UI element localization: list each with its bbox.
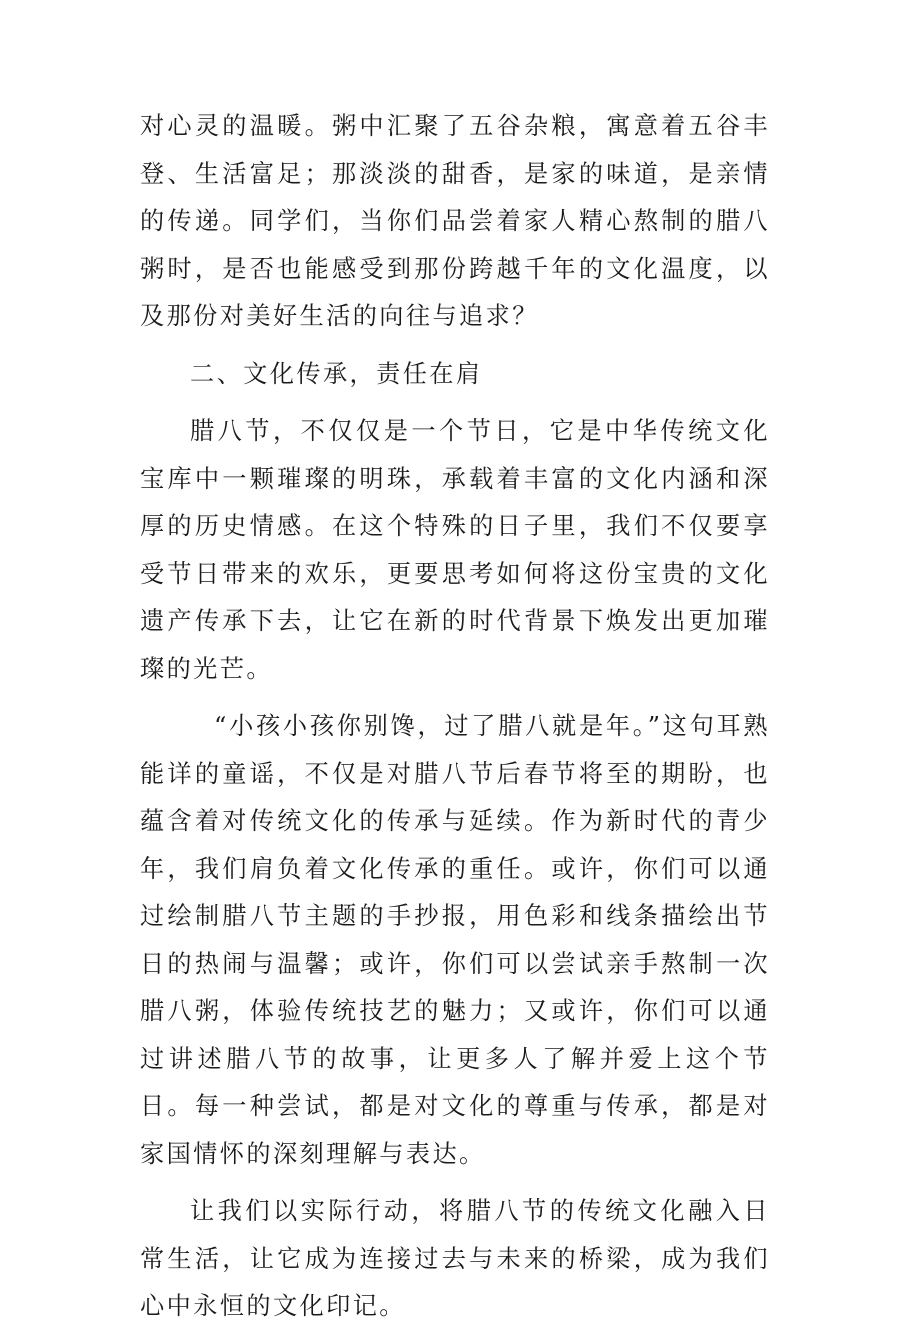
paragraph-nursery-rhyme: “小孩小孩你别馋，过了腊八就是年。”这句耳熟能详的童谣，不仅是对腊八节后春节将至的期盼，也蕴含着对传统文化的传承与延续。作为新时代的青少年，我们肩负着文化传承的重任。或许，你们可以通过绘制腊八节主题的手抄报，用色彩和线条描绘出节日的热闹与温馨；或许，你们可以尝试亲手熬制一次腊八粥，体验传统技艺的魅力；又或许，你们可以通过讲述腊八节的故事，让更多人了解并爱上这个节日。每一种尝试，都是对文化的尊重与传承，都是对家国情怀的深刻理解与表达。 [140,712,770,1168]
document-body [140,103,770,1331]
paragraph-conclusion: 让我们以实际行动，将腊八节的传统文化融入日常生活，让它成为连接过去与未来的桥梁，成为我们心中永恒的文化印记。 [140,1197,770,1320]
section-heading-2: 二、文化传承，责任在肩 [190,359,483,388]
paragraph-tradition: 腊八节，不仅仅是一个节日，它是中华传统文化宝库中一颗璀璨的明珠，承载着丰富的文化内涵和深厚的历史情感。在这个特殊的日子里，我们不仅要享受节日带来的欢乐，更要思考如何将这份宝贵的文化遗产传承下去，让它在新的时代背景下焕发出更加璀璨的光芒。 [140,417,770,683]
paragraph-continuation: 对心灵的温暖。粥中汇聚了五谷杂粮，寓意着五谷丰登、生活富足；那淡淡的甜香，是家的味道，是亲情的传递。同学们，当你们品尝着家人精心熬制的腊八粥时，是否也能感受到那份跨越千年的文化温度，以及那份对美好生活的向往与追求？ [140,112,770,330]
